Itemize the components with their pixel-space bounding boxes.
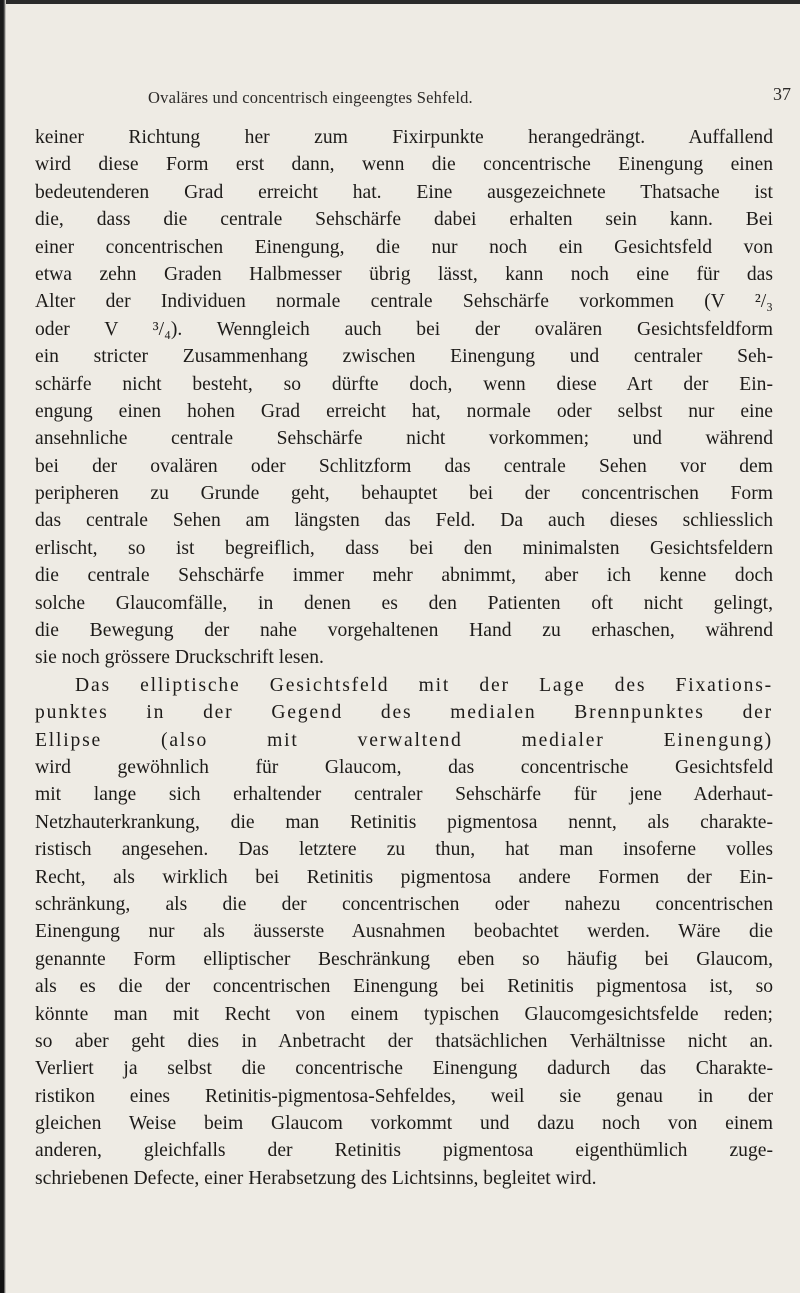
text-line: gleichen Weise beim Glaucom vorkommt und dazu noch von einem xyxy=(35,1113,773,1135)
top-edge-rule xyxy=(0,0,800,4)
body-text xyxy=(35,124,773,1192)
text-line: ein stricter Zusammenhang zwischen Einengung und centraler Seh- xyxy=(35,346,773,368)
text-line: schärfe nicht besteht, so dürfte doch, wenn diese Art der Ein- xyxy=(35,373,773,395)
text-line: ristikon eines Retinitis-pigmentosa-Sehfeldes, weil sie genau in der xyxy=(35,1085,773,1107)
text-line: Ellipse (also mit verwaltend medialer Einengung) xyxy=(35,729,773,751)
text-line: solche Glaucomfälle, in denen es den Patienten oft nicht gelingt, xyxy=(35,592,773,614)
text-line: punktes in der Gegend des medialen Brennpunktes der xyxy=(35,702,773,724)
binding-edge xyxy=(0,0,6,1293)
text-line: die, dass die centrale Sehschärfe dabei erhalten sein kann. Bei xyxy=(35,209,773,231)
text-line: schränkung, als die der concentrischen oder nahezu concentrischen xyxy=(35,893,773,915)
page-number: 37 xyxy=(773,84,791,104)
text-line: Netzhauterkrankung, die man Retinitis pigmentosa nennt, als charakte- xyxy=(35,811,773,833)
text-line: erlischt, so ist begreiflich, dass bei den minimalsten Gesichtsfeldern xyxy=(35,537,773,559)
binding-shadow xyxy=(0,1270,4,1293)
paragraph-end-line: schriebenen Defecte, einer Herabsetzung des Lichtsinns, begleitet wird. xyxy=(35,1167,597,1189)
running-header xyxy=(0,84,800,110)
text-line: Einengung nur als äusserste Ausnahmen beobachtet werden. Wäre die xyxy=(35,921,773,943)
running-title: Ovaläres und concentrisch eingeengtes Sehfeld. xyxy=(148,88,473,107)
text-line: ristisch angesehen. Das letztere zu thun, hat man insoferne volles xyxy=(35,839,773,861)
text-line: die centrale Sehschärfe immer mehr abnimmt, aber ich kenne doch xyxy=(35,565,773,587)
text-line: Verliert ja selbst die concentrische Einengung dadurch das Charakte- xyxy=(35,1058,773,1080)
text-line: mit lange sich erhaltender centraler Sehschärfe für jene Aderhaut- xyxy=(35,784,773,806)
text-line: engung einen hohen Grad erreicht hat, normale oder selbst nur eine xyxy=(35,400,773,422)
text-line: Alter der Individuen normale centrale Sehschärfe vorkommen (V ²/₃ xyxy=(35,291,773,313)
text-line: peripheren zu Grunde geht, behauptet bei der concentrischen Form xyxy=(35,483,773,505)
text-line: ansehnliche centrale Sehschärfe nicht vorkommen; und während xyxy=(35,428,773,450)
text-line: bedeutenderen Grad erreicht hat. Eine ausgezeichnete Thatsache ist xyxy=(35,181,773,203)
text-line: könnte man mit Recht von einem typischen Glaucomgesichtsfelde reden; xyxy=(35,1003,773,1025)
text-line: anderen, gleichfalls der Retinitis pigmentosa eigenthümlich zuge- xyxy=(35,1140,773,1162)
text-line: einer concentrischen Einengung, die nur noch ein Gesichtsfeld von xyxy=(35,236,773,258)
text-line: wird diese Form erst dann, wenn die concentrische Einengung einen xyxy=(35,154,773,176)
text-line: bei der ovalären oder Schlitzform das centrale Sehen vor dem xyxy=(35,455,773,477)
text-line: oder V ³/₄). Wenngleich auch bei der ovalären Gesichtsfeldform xyxy=(35,318,773,340)
text-line: wird gewöhnlich für Glaucom, das concentrische Gesichtsfeld xyxy=(35,756,773,778)
paragraph-end-line: sie noch grössere Druckschrift lesen. xyxy=(35,647,324,669)
text-line: Recht, als wirklich bei Retinitis pigmentosa andere Formen der Ein- xyxy=(35,866,773,888)
paragraph-start-line: Das elliptische Gesichtsfeld mit der Lage des Fixations- xyxy=(75,674,773,696)
text-line: so aber geht dies in Anbetracht der thatsächlichen Verhältnisse nicht an. xyxy=(35,1030,773,1052)
text-line: das centrale Sehen am längsten das Feld. Da auch dieses schliesslich xyxy=(35,510,773,532)
text-line: keiner Richtung her zum Fixirpunkte herangedrängt. Auffallend xyxy=(35,127,773,148)
text-line: genannte Form elliptischer Beschränkung eben so häufig bei Glaucom, xyxy=(35,948,773,970)
text-line: die Bewegung der nahe vorgehaltenen Hand zu erhaschen, während xyxy=(35,620,773,642)
text-line: als es die der concentrischen Einengung bei Retinitis pigmentosa ist, so xyxy=(35,976,773,998)
text-line: etwa zehn Graden Halbmesser übrig lässt, kann noch eine für das xyxy=(35,263,773,285)
